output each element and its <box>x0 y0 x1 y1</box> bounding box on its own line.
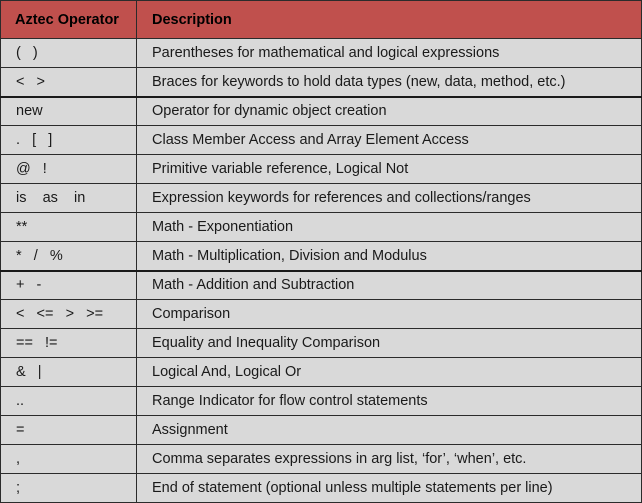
operator-cell: ( ) <box>1 39 137 68</box>
description-cell: Assignment <box>137 416 642 445</box>
operator-cell: is as in <box>1 184 137 213</box>
description-column-header: Description <box>137 1 642 39</box>
description-cell: Math - Addition and Subtraction <box>137 271 642 300</box>
operator-cell: < > <box>1 68 137 97</box>
table-row <box>1 271 642 300</box>
operator-cell: ; <box>1 474 137 503</box>
operator-cell: . [ ] <box>1 126 137 155</box>
table-header <box>1 1 642 39</box>
table-row <box>1 416 642 445</box>
operator-cell: @ ! <box>1 155 137 184</box>
table-row <box>1 445 642 474</box>
table-row <box>1 242 642 271</box>
table-row <box>1 474 642 503</box>
description-cell: Primitive variable reference, Logical Not <box>137 155 642 184</box>
operator-cell: & | <box>1 358 137 387</box>
operator-cell: new <box>1 97 137 126</box>
operator-cell: + - <box>1 271 137 300</box>
header-row <box>1 1 642 39</box>
table-row <box>1 68 642 97</box>
table-row <box>1 358 642 387</box>
table-row <box>1 329 642 358</box>
description-cell: Math - Exponentiation <box>137 213 642 242</box>
table-row <box>1 387 642 416</box>
operator-cell: * / % <box>1 242 137 271</box>
table-row <box>1 155 642 184</box>
description-cell: End of statement (optional unless multiple statements per line) <box>137 474 642 503</box>
operator-column-header: Aztec Operator <box>1 1 137 39</box>
description-cell: Logical And, Logical Or <box>137 358 642 387</box>
description-cell: Expression keywords for references and collections/ranges <box>137 184 642 213</box>
description-cell: Braces for keywords to hold data types (new, data, method, etc.) <box>137 68 642 97</box>
description-cell: Parentheses for mathematical and logical expressions <box>137 39 642 68</box>
description-cell: Operator for dynamic object creation <box>137 97 642 126</box>
operator-cell: ** <box>1 213 137 242</box>
operator-cell: == != <box>1 329 137 358</box>
table-row <box>1 184 642 213</box>
operator-cell: , <box>1 445 137 474</box>
description-cell: Range Indicator for flow control statements <box>137 387 642 416</box>
operator-cell: < <= > >= <box>1 300 137 329</box>
description-cell: Math - Multiplication, Division and Modulus <box>137 242 642 271</box>
table-row <box>1 213 642 242</box>
description-cell: Class Member Access and Array Element Access <box>137 126 642 155</box>
table-body <box>1 39 642 503</box>
table-row <box>1 126 642 155</box>
table-row <box>1 300 642 329</box>
description-cell: Comma separates expressions in arg list, ‘for’, ‘when’, etc. <box>137 445 642 474</box>
description-cell: Equality and Inequality Comparison <box>137 329 642 358</box>
operator-cell: .. <box>1 387 137 416</box>
description-cell: Comparison <box>137 300 642 329</box>
table-row <box>1 97 642 126</box>
operator-cell: = <box>1 416 137 445</box>
table-row <box>1 39 642 68</box>
